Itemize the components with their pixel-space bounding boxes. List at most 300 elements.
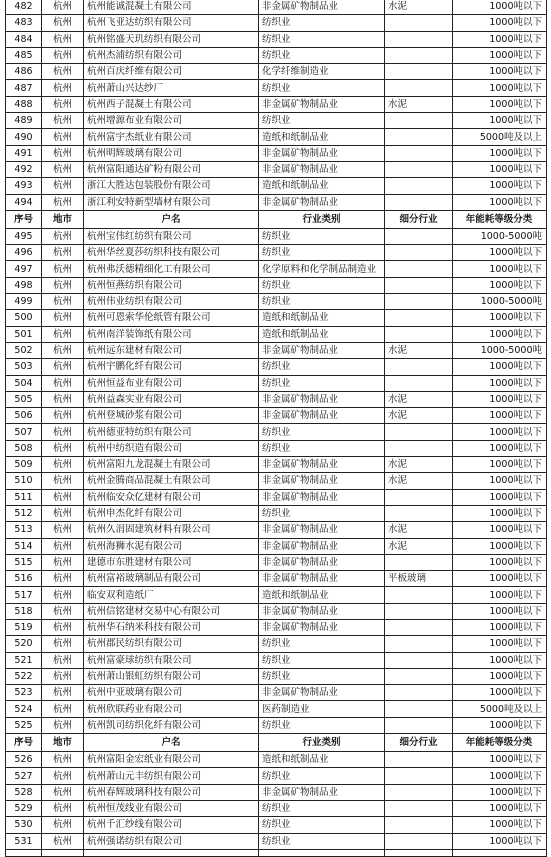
company-name-cell: 杭州千汇纱线有限公司 <box>84 817 259 833</box>
industry-category-cell: 非金属矿物制品业 <box>259 194 385 210</box>
industry-category-cell: 非金属矿物制品业 <box>259 538 385 554</box>
industry-category-cell: 非金属矿物制品业 <box>259 342 385 358</box>
row-number: 490 <box>6 129 42 145</box>
sub-industry-cell <box>385 80 453 96</box>
table-body <box>6 0 547 856</box>
empty-cell <box>6 849 42 856</box>
energy-level-cell: 1000吨以下 <box>453 571 547 587</box>
sub-industry-cell <box>385 424 453 440</box>
table-row <box>6 701 547 717</box>
energy-level-cell: 1000-5000吨 <box>453 228 547 244</box>
company-name-cell: 杭州可恩索华伦纸管有限公司 <box>84 310 259 326</box>
row-number: 507 <box>6 424 42 440</box>
empty-cell <box>84 849 259 856</box>
row-number: 516 <box>6 571 42 587</box>
energy-level-cell: 1000吨以下 <box>453 261 547 277</box>
energy-level-cell: 1000吨以下 <box>453 277 547 293</box>
energy-level-cell: 1000吨以下 <box>453 178 547 194</box>
industry-category-cell: 非金属矿物制品业 <box>259 408 385 424</box>
table-row <box>6 800 547 816</box>
table-row <box>6 636 547 652</box>
industry-category-cell: 非金属矿物制品业 <box>259 391 385 407</box>
industry-category-cell: 纺织业 <box>259 424 385 440</box>
sub-industry-cell <box>385 129 453 145</box>
company-name-cell: 杭州明辉玻璃有限公司 <box>84 145 259 161</box>
industry-category-cell: 非金属矿物制品业 <box>259 473 385 489</box>
industry-category-cell: 纺织业 <box>259 833 385 849</box>
industry-category-cell: 非金属矿物制品业 <box>259 457 385 473</box>
table-row <box>6 178 547 194</box>
industry-category-cell: 非金属矿物制品业 <box>259 522 385 538</box>
industry-category-cell: 造纸和纸制品业 <box>259 587 385 603</box>
city-cell: 杭州 <box>42 145 84 161</box>
row-number: 482 <box>6 0 42 15</box>
sub-industry-cell: 水泥 <box>385 391 453 407</box>
city-cell: 杭州 <box>42 652 84 668</box>
table-row <box>6 359 547 375</box>
row-number: 511 <box>6 489 42 505</box>
company-name-cell: 杭州登城砂浆有限公司 <box>84 408 259 424</box>
sub-industry-cell <box>385 326 453 342</box>
company-name-cell: 杭州西子混凝土有限公司 <box>84 96 259 112</box>
industry-category-cell: 纺织业 <box>259 717 385 733</box>
industry-category-cell: 非金属矿物制品业 <box>259 489 385 505</box>
sub-industry-cell <box>385 375 453 391</box>
company-name-cell: 杭州恒茂线业有限公司 <box>84 800 259 816</box>
company-name-cell: 杭州春辉玻璃科技有限公司 <box>84 784 259 800</box>
table-row <box>6 587 547 603</box>
row-number: 492 <box>6 161 42 177</box>
company-name-cell: 浙江大胜达包装股份有限公司 <box>84 178 259 194</box>
city-cell: 杭州 <box>42 294 84 310</box>
row-number: 498 <box>6 277 42 293</box>
sub-industry-cell: 平板玻璃 <box>385 571 453 587</box>
company-name-cell: 杭州富阳金宏纸业有限公司 <box>84 752 259 768</box>
company-name-cell: 杭州能诚混凝土有限公司 <box>84 0 259 15</box>
table-row <box>6 408 547 424</box>
industry-category-cell: 纺织业 <box>259 668 385 684</box>
company-name-cell: 杭州宇鹏化纤有限公司 <box>84 359 259 375</box>
sub-industry-cell <box>385 768 453 784</box>
table-row <box>6 47 547 63</box>
table-row <box>6 294 547 310</box>
city-cell: 杭州 <box>42 522 84 538</box>
table-row <box>6 261 547 277</box>
industry-category-cell: 纺织业 <box>259 652 385 668</box>
city-cell: 杭州 <box>42 554 84 570</box>
sub-industry-cell <box>385 15 453 31</box>
city-cell: 杭州 <box>42 424 84 440</box>
city-cell: 杭州 <box>42 261 84 277</box>
row-number: 519 <box>6 619 42 635</box>
company-name-cell: 杭州临安众亿建材有限公司 <box>84 489 259 505</box>
energy-level-cell: 1000吨以下 <box>453 717 547 733</box>
city-cell: 杭州 <box>42 96 84 112</box>
row-number: 523 <box>6 685 42 701</box>
table-row <box>6 342 547 358</box>
company-name-cell: 杭州增源布业有限公司 <box>84 113 259 129</box>
company-name-cell: 杭州金腾商品混凝土有限公司 <box>84 473 259 489</box>
company-name-cell: 杭州郡民纺织有限公司 <box>84 636 259 652</box>
company-name-cell: 杭州萧山兴达纱厂 <box>84 80 259 96</box>
energy-level-cell: 1000吨以下 <box>453 752 547 768</box>
city-cell: 杭州 <box>42 717 84 733</box>
energy-level-cell: 1000-5000吨 <box>453 342 547 358</box>
industry-category-cell: 非金属矿物制品业 <box>259 571 385 587</box>
row-number: 494 <box>6 194 42 210</box>
sub-industry-cell <box>385 717 453 733</box>
company-name-cell: 杭州杰浦纺织有限公司 <box>84 47 259 63</box>
industry-category-cell: 化学原料和化学制品制造业 <box>259 261 385 277</box>
city-cell: 杭州 <box>42 391 84 407</box>
empty-cell <box>42 849 84 856</box>
row-number: 484 <box>6 31 42 47</box>
sub-industry-cell: 水泥 <box>385 473 453 489</box>
row-number: 515 <box>6 554 42 570</box>
city-cell: 杭州 <box>42 571 84 587</box>
sub-industry-cell <box>385 587 453 603</box>
industry-category-cell: 纺织业 <box>259 505 385 521</box>
city-cell: 杭州 <box>42 408 84 424</box>
row-number: 513 <box>6 522 42 538</box>
sub-industry-cell <box>385 113 453 129</box>
sub-industry-cell <box>385 161 453 177</box>
company-name-cell: 杭州远东建材有限公司 <box>84 342 259 358</box>
sub-industry-cell <box>385 784 453 800</box>
sub-industry-cell <box>385 800 453 816</box>
energy-level-cell: 1000吨以下 <box>453 685 547 701</box>
row-number: 529 <box>6 800 42 816</box>
company-name-cell: 杭州富宇杰纸业有限公司 <box>84 129 259 145</box>
table-row <box>6 15 547 31</box>
table-row <box>6 113 547 129</box>
energy-level-cell: 1000吨以下 <box>453 424 547 440</box>
industry-category-cell: 纺织业 <box>259 375 385 391</box>
table-row <box>6 194 547 210</box>
company-name-cell: 杭州伟业纺织有限公司 <box>84 294 259 310</box>
energy-level-cell: 1000吨以下 <box>453 96 547 112</box>
industry-category-cell: 纺织业 <box>259 294 385 310</box>
industry-category-cell: 非金属矿物制品业 <box>259 0 385 15</box>
row-number: 485 <box>6 47 42 63</box>
table-row <box>6 538 547 554</box>
table-row <box>6 652 547 668</box>
company-name-cell: 杭州萧山元丰纺织有限公司 <box>84 768 259 784</box>
column-header-level: 年能耗等级分类 <box>453 734 547 752</box>
row-number: 521 <box>6 652 42 668</box>
row-number: 510 <box>6 473 42 489</box>
row-number: 500 <box>6 310 42 326</box>
row-number: 514 <box>6 538 42 554</box>
company-name-cell: 杭州百庆纤维有限公司 <box>84 64 259 80</box>
energy-level-cell: 1000吨以下 <box>453 0 547 15</box>
energy-level-cell: 1000吨以下 <box>453 15 547 31</box>
city-cell: 杭州 <box>42 587 84 603</box>
city-cell: 杭州 <box>42 505 84 521</box>
sub-industry-cell <box>385 245 453 261</box>
industry-category-cell: 纺织业 <box>259 228 385 244</box>
company-name-cell: 杭州中亚玻璃有限公司 <box>84 685 259 701</box>
company-name-cell: 杭州华石纳米科技有限公司 <box>84 619 259 635</box>
sub-industry-cell <box>385 294 453 310</box>
industry-category-cell: 纺织业 <box>259 245 385 261</box>
table-row <box>6 0 547 15</box>
city-cell: 杭州 <box>42 752 84 768</box>
empty-cell <box>385 849 453 856</box>
row-number: 502 <box>6 342 42 358</box>
row-number: 530 <box>6 817 42 833</box>
table-row <box>6 129 547 145</box>
row-number: 504 <box>6 375 42 391</box>
table-row <box>6 277 547 293</box>
energy-level-cell: 1000吨以下 <box>453 375 547 391</box>
industry-category-cell: 纺织业 <box>259 817 385 833</box>
industry-category-cell: 造纸和纸制品业 <box>259 752 385 768</box>
column-header-industry: 行业类别 <box>259 734 385 752</box>
city-cell: 杭州 <box>42 833 84 849</box>
industry-category-cell: 纺织业 <box>259 15 385 31</box>
sub-industry-cell <box>385 652 453 668</box>
company-name-cell: 杭州海狮水泥有限公司 <box>84 538 259 554</box>
city-cell: 杭州 <box>42 326 84 342</box>
column-header-no: 序号 <box>6 734 42 752</box>
row-number: 487 <box>6 80 42 96</box>
city-cell: 杭州 <box>42 310 84 326</box>
table-row <box>6 145 547 161</box>
energy-level-cell: 1000吨以下 <box>453 817 547 833</box>
industry-category-cell: 造纸和纸制品业 <box>259 310 385 326</box>
row-number: 509 <box>6 457 42 473</box>
city-cell: 杭州 <box>42 359 84 375</box>
energy-level-cell: 1000吨以下 <box>453 391 547 407</box>
industry-category-cell: 医药制造业 <box>259 701 385 717</box>
city-cell: 杭州 <box>42 636 84 652</box>
city-cell: 杭州 <box>42 64 84 80</box>
sub-industry-cell: 水泥 <box>385 342 453 358</box>
energy-level-cell: 1000吨以下 <box>453 833 547 849</box>
industry-category-cell: 非金属矿物制品业 <box>259 619 385 635</box>
city-cell: 杭州 <box>42 113 84 129</box>
energy-level-cell: 1000吨以下 <box>453 440 547 456</box>
table-header-row <box>6 210 547 228</box>
table-row <box>6 31 547 47</box>
company-name-cell: 杭州富豪球纺织有限公司 <box>84 652 259 668</box>
table-row <box>6 768 547 784</box>
row-number: 526 <box>6 752 42 768</box>
sub-industry-cell <box>385 64 453 80</box>
column-header-city: 地市 <box>42 734 84 752</box>
table-row-cut-off <box>6 849 547 856</box>
city-cell: 杭州 <box>42 800 84 816</box>
table-row <box>6 375 547 391</box>
row-number: 531 <box>6 833 42 849</box>
energy-level-cell: 5000吨及以上 <box>453 129 547 145</box>
industry-category-cell: 纺织业 <box>259 31 385 47</box>
industry-category-cell: 造纸和纸制品业 <box>259 129 385 145</box>
industry-category-cell: 非金属矿物制品业 <box>259 554 385 570</box>
city-cell: 杭州 <box>42 375 84 391</box>
energy-level-cell: 1000吨以下 <box>453 64 547 80</box>
city-cell: 杭州 <box>42 178 84 194</box>
table-row <box>6 717 547 733</box>
sub-industry-cell <box>385 668 453 684</box>
table-row <box>6 817 547 833</box>
city-cell: 杭州 <box>42 277 84 293</box>
table-row <box>6 505 547 521</box>
city-cell: 杭州 <box>42 685 84 701</box>
column-header-name: 户名 <box>84 210 259 228</box>
energy-level-cell: 1000吨以下 <box>453 245 547 261</box>
industry-category-cell: 纺织业 <box>259 47 385 63</box>
city-cell: 杭州 <box>42 80 84 96</box>
table-header-row <box>6 734 547 752</box>
empty-cell <box>453 849 547 856</box>
city-cell: 杭州 <box>42 817 84 833</box>
sub-industry-cell: 水泥 <box>385 408 453 424</box>
city-cell: 杭州 <box>42 538 84 554</box>
sub-industry-cell: 水泥 <box>385 522 453 538</box>
table-row <box>6 619 547 635</box>
sub-industry-cell <box>385 554 453 570</box>
sub-industry-cell <box>385 228 453 244</box>
enterprise-energy-table <box>5 0 547 857</box>
row-number: 486 <box>6 64 42 80</box>
sub-industry-cell <box>385 31 453 47</box>
row-number: 496 <box>6 245 42 261</box>
row-number: 491 <box>6 145 42 161</box>
energy-level-cell: 1000吨以下 <box>453 668 547 684</box>
energy-level-cell: 1000吨以下 <box>453 359 547 375</box>
table-row <box>6 833 547 849</box>
row-number: 522 <box>6 668 42 684</box>
company-name-cell: 杭州德亚特纺织有限公司 <box>84 424 259 440</box>
energy-level-cell: 1000吨以下 <box>453 505 547 521</box>
table-row <box>6 96 547 112</box>
city-cell: 杭州 <box>42 668 84 684</box>
sub-industry-cell <box>385 636 453 652</box>
sub-industry-cell <box>385 701 453 717</box>
energy-level-cell: 1000吨以下 <box>453 113 547 129</box>
city-cell: 杭州 <box>42 342 84 358</box>
table-row <box>6 457 547 473</box>
table-row <box>6 80 547 96</box>
industry-category-cell: 造纸和纸制品业 <box>259 326 385 342</box>
sub-industry-cell <box>385 194 453 210</box>
company-name-cell: 杭州萧山银虹纺织有限公司 <box>84 668 259 684</box>
table-row <box>6 668 547 684</box>
city-cell: 杭州 <box>42 619 84 635</box>
city-cell: 杭州 <box>42 701 84 717</box>
company-name-cell: 杭州弗沃德精细化工有限公司 <box>84 261 259 277</box>
row-number: 528 <box>6 784 42 800</box>
sub-industry-cell <box>385 310 453 326</box>
row-number: 499 <box>6 294 42 310</box>
row-number: 483 <box>6 15 42 31</box>
row-number: 495 <box>6 228 42 244</box>
table-row <box>6 522 547 538</box>
row-number: 501 <box>6 326 42 342</box>
city-cell: 杭州 <box>42 15 84 31</box>
table-row <box>6 440 547 456</box>
city-cell: 杭州 <box>42 603 84 619</box>
sub-industry-cell <box>385 619 453 635</box>
city-cell: 杭州 <box>42 0 84 15</box>
company-name-cell: 杭州益森实业有限公司 <box>84 391 259 407</box>
energy-level-cell: 1000-5000吨 <box>453 294 547 310</box>
row-number: 525 <box>6 717 42 733</box>
energy-level-cell: 1000吨以下 <box>453 768 547 784</box>
sub-industry-cell <box>385 685 453 701</box>
column-header-industry: 行业类别 <box>259 210 385 228</box>
company-name-cell: 杭州申杰化纤有限公司 <box>84 505 259 521</box>
energy-level-cell: 1000吨以下 <box>453 636 547 652</box>
city-cell: 杭州 <box>42 489 84 505</box>
industry-category-cell: 化学纤维制造业 <box>259 64 385 80</box>
energy-level-cell: 1000吨以下 <box>453 31 547 47</box>
sub-industry-cell: 水泥 <box>385 457 453 473</box>
energy-level-cell: 5000吨及以上 <box>453 701 547 717</box>
industry-category-cell: 非金属矿物制品业 <box>259 161 385 177</box>
column-header-no: 序号 <box>6 210 42 228</box>
energy-level-cell: 1000吨以下 <box>453 194 547 210</box>
city-cell: 杭州 <box>42 784 84 800</box>
industry-category-cell: 纺织业 <box>259 636 385 652</box>
empty-cell <box>259 849 385 856</box>
sub-industry-cell <box>385 489 453 505</box>
sub-industry-cell <box>385 603 453 619</box>
city-cell: 杭州 <box>42 129 84 145</box>
company-name-cell: 杭州恒燕纺织有限公司 <box>84 277 259 293</box>
city-cell: 杭州 <box>42 457 84 473</box>
row-number: 512 <box>6 505 42 521</box>
sub-industry-cell <box>385 261 453 277</box>
sub-industry-cell <box>385 752 453 768</box>
table-row <box>6 784 547 800</box>
company-name-cell: 杭州富阳通达矿粉有限公司 <box>84 161 259 177</box>
table-row <box>6 571 547 587</box>
industry-category-cell: 非金属矿物制品业 <box>259 145 385 161</box>
company-name-cell: 建德市东胜建材有限公司 <box>84 554 259 570</box>
energy-level-cell: 1000吨以下 <box>453 326 547 342</box>
column-header-sub: 细分行业 <box>385 210 453 228</box>
energy-level-cell: 1000吨以下 <box>453 538 547 554</box>
energy-level-cell: 1000吨以下 <box>453 554 547 570</box>
company-name-cell: 杭州宝伟红纺织有限公司 <box>84 228 259 244</box>
city-cell: 杭州 <box>42 440 84 456</box>
sub-industry-cell <box>385 47 453 63</box>
energy-level-cell: 1000吨以下 <box>453 80 547 96</box>
industry-category-cell: 纺织业 <box>259 768 385 784</box>
table-row <box>6 752 547 768</box>
sub-industry-cell <box>385 277 453 293</box>
company-name-cell: 杭州中纺织造有限公司 <box>84 440 259 456</box>
table-row <box>6 326 547 342</box>
city-cell: 杭州 <box>42 194 84 210</box>
row-number: 508 <box>6 440 42 456</box>
table-row <box>6 473 547 489</box>
column-header-level: 年能耗等级分类 <box>453 210 547 228</box>
industry-category-cell: 纺织业 <box>259 359 385 375</box>
company-name-cell: 杭州信铭建材交易中心有限公司 <box>84 603 259 619</box>
table-row <box>6 603 547 619</box>
company-name-cell: 杭州华丝夏莎纺织科技有限公司 <box>84 245 259 261</box>
energy-level-cell: 1000吨以下 <box>453 522 547 538</box>
energy-level-cell: 1000吨以下 <box>453 489 547 505</box>
company-name-cell: 临安双利造纸厂 <box>84 587 259 603</box>
company-name-cell: 杭州久涓固建筑材料有限公司 <box>84 522 259 538</box>
industry-category-cell: 非金属矿物制品业 <box>259 96 385 112</box>
industry-category-cell: 非金属矿物制品业 <box>259 603 385 619</box>
